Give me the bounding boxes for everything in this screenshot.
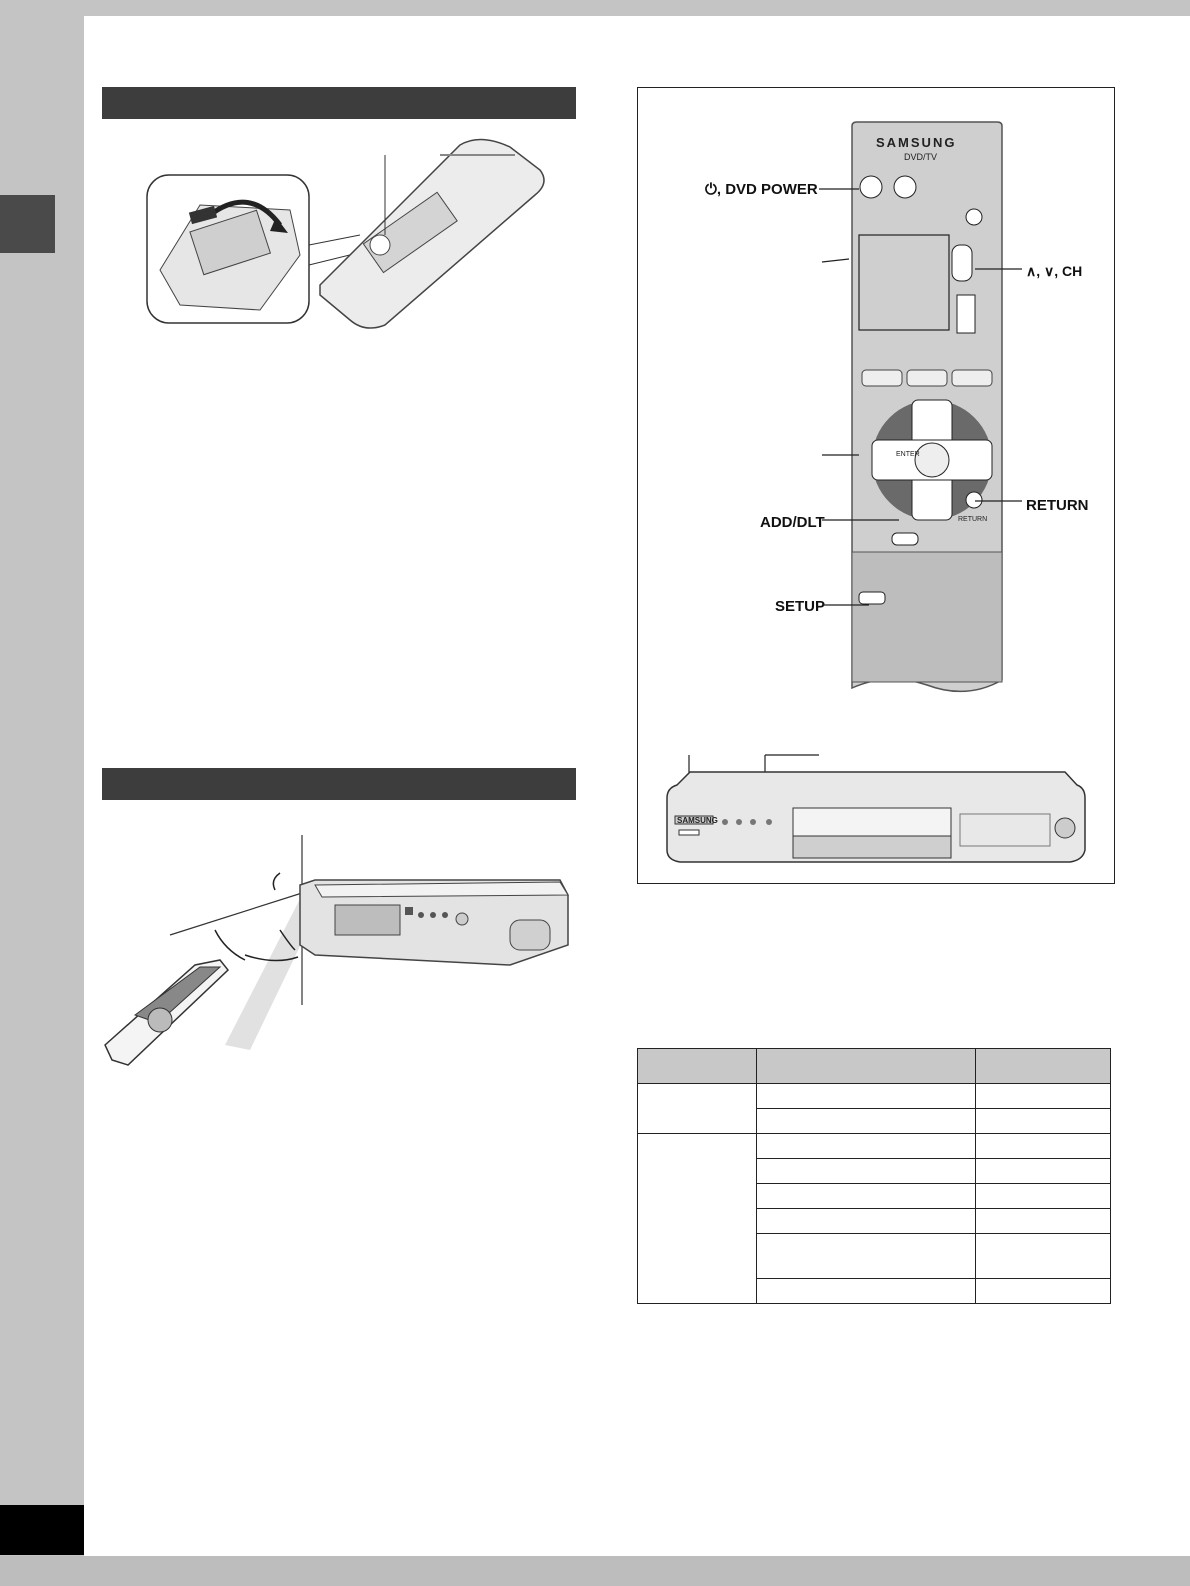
page-top-margin [0, 0, 1190, 16]
table-cell [757, 1279, 976, 1304]
table-cell [757, 1209, 976, 1234]
callout-leader-lines [637, 87, 1113, 882]
remote-operating-range-illustration [100, 835, 580, 1085]
table-cell [757, 1159, 976, 1184]
table-cell [976, 1134, 1111, 1159]
table-cell [976, 1159, 1111, 1184]
table-header-cell [757, 1049, 976, 1084]
callout-return: RETURN [1026, 497, 1089, 514]
enter-button-label[interactable]: ENTER [896, 451, 920, 458]
table-row [638, 1084, 1111, 1109]
section-header-batteries [102, 87, 576, 119]
table-cell [976, 1084, 1111, 1109]
remote-return-label[interactable]: RETURN [958, 516, 988, 523]
page-number-block [0, 1505, 84, 1555]
table-header-row [638, 1049, 1111, 1084]
battery-installation-illustration [140, 135, 560, 335]
callout-channel: ∧, ∨, CH [1026, 263, 1083, 279]
remote-brand: SAMSUNG [876, 135, 957, 150]
recorder-brand: SAMSUNG [677, 816, 718, 825]
table-header-cell [976, 1049, 1111, 1084]
chapter-tab [0, 195, 55, 253]
section-header-remote-range [102, 768, 576, 800]
table-cell [976, 1209, 1111, 1234]
recorder-front-panel-illustration [665, 770, 1090, 870]
callout-add-dlt: ADD/DLT [760, 514, 825, 531]
table-header-cell [638, 1049, 757, 1084]
page-bottom-margin [0, 1556, 1190, 1586]
table-cell [757, 1109, 976, 1134]
table-cell [757, 1134, 976, 1159]
table-cell [976, 1184, 1111, 1209]
table-cell [976, 1234, 1111, 1279]
table-row [638, 1134, 1111, 1159]
table-cell [638, 1084, 757, 1134]
callout-dvd-power: ⏻, DVD POWER [705, 181, 818, 198]
remote-model: DVD/TV [904, 152, 938, 162]
table-cell [976, 1279, 1111, 1304]
callout-setup: SETUP [775, 598, 826, 615]
table-cell [976, 1109, 1111, 1134]
table-cell [757, 1084, 976, 1109]
table-cell [757, 1234, 976, 1279]
table-cell [638, 1134, 757, 1304]
settings-table [637, 1048, 1111, 1304]
table-cell [757, 1184, 976, 1209]
